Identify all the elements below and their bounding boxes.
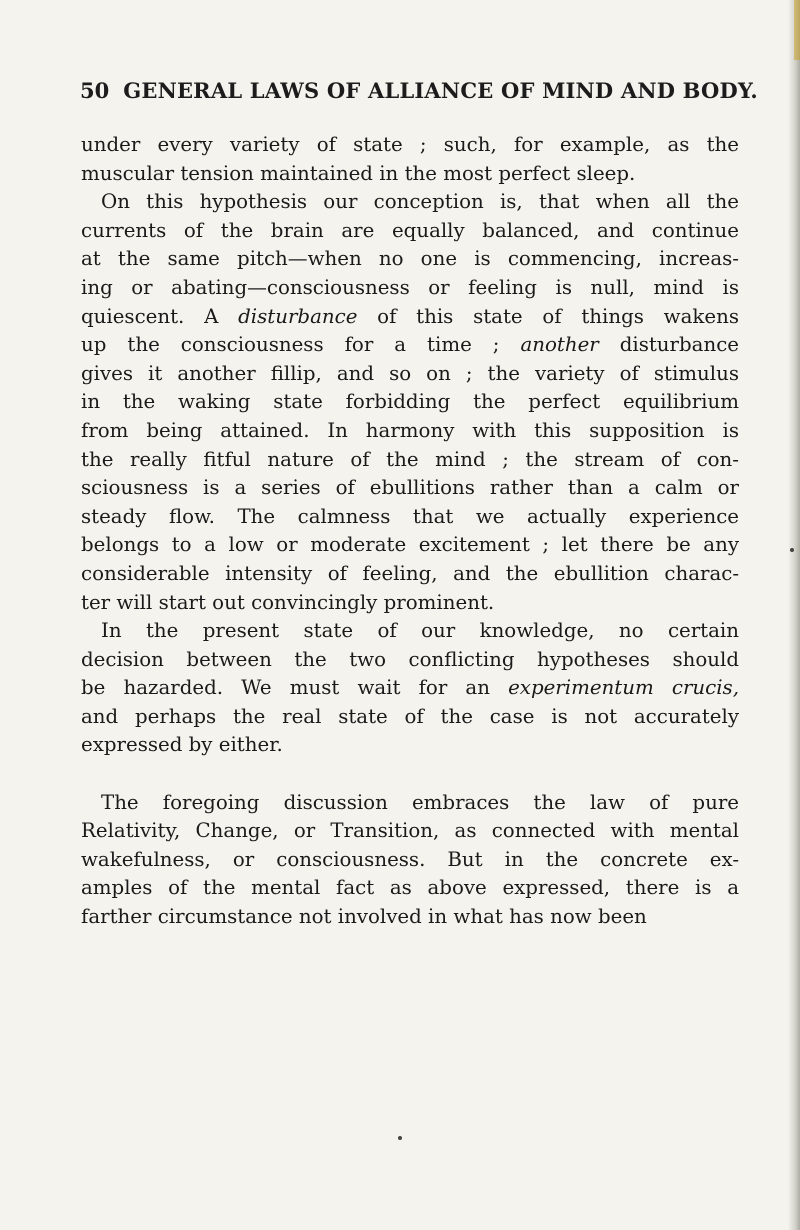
paragraph-1 xyxy=(81,131,739,188)
text-line: The foregoing discussion embraces the law of pure xyxy=(101,790,739,814)
paragraph-4 xyxy=(81,789,739,932)
margin-dot xyxy=(790,548,794,552)
text-line: and perhaps the real state of the case is not accurately xyxy=(81,704,739,728)
text-line: amples of the mental fact as above expressed, there is a xyxy=(81,876,739,900)
running-header xyxy=(80,78,758,108)
stray-dot xyxy=(398,1136,402,1140)
text-line: In the present state of our knowledge, no certain xyxy=(101,619,739,643)
text-line: farther circumstance not involved in what has now been xyxy=(81,905,647,929)
text-line: quiescent. A disturbance of this state of things wakens xyxy=(81,304,739,328)
text-line: decision between the two conflicting hypotheses should xyxy=(81,647,739,671)
paragraph-3 xyxy=(81,617,739,760)
text-line: up the consciousness for a time ; another disturbance xyxy=(81,333,739,357)
text-line: expressed by either. xyxy=(81,733,283,757)
body-text xyxy=(81,131,739,932)
text-line: On this hypothesis our conception is, that when all the xyxy=(101,190,739,214)
text-line: steady flow. The calmness that we actually experience xyxy=(81,504,739,528)
paragraph-2 xyxy=(81,188,739,617)
text-line: the really fitful nature of the mind ; the stream of con- xyxy=(81,447,739,471)
text-line: ing or abating—consciousness or feeling is null, mind is xyxy=(81,275,739,299)
text-line: considerable intensity of feeling, and the ebullition charac- xyxy=(81,561,739,585)
text-line: under every variety of state ; such, for example, as the xyxy=(81,133,739,156)
text-line: at the same pitch—when no one is commencing, increas- xyxy=(81,247,739,271)
text-line: ter will start out convincingly prominent. xyxy=(81,590,495,614)
page-number: 50 xyxy=(80,78,110,103)
page-edge-stain xyxy=(794,0,800,60)
text-line: muscular tension maintained in the most perfect sleep. xyxy=(81,161,636,185)
text-line: sciousness is a series of ebullitions rather than a calm or xyxy=(81,476,739,500)
text-line: from being attained. In harmony with this supposition is xyxy=(81,418,739,442)
text-line: be hazarded. We must wait for an experimentum crucis, xyxy=(81,676,739,700)
text-line: belongs to a low or moderate excitement ; let there be any xyxy=(81,533,739,557)
text-line: in the waking state forbidding the perfect equilibrium xyxy=(81,390,739,414)
italic-phrase: another xyxy=(520,333,599,357)
text-line: wakefulness, or consciousness. But in the concrete ex- xyxy=(81,847,739,871)
text-line: gives it another fillip, and so on ; the variety of stimulus xyxy=(81,361,739,385)
text-line: Relativity, Change, or Transition, as connected with mental xyxy=(81,819,739,843)
italic-phrase: experimentum crucis, xyxy=(508,676,739,700)
text-line: currents of the brain are equally balanced, and continue xyxy=(81,218,739,242)
page-edge-shadow xyxy=(788,0,800,1230)
running-title: GENERAL LAWS OF ALLIANCE OF MIND AND BODY. xyxy=(123,78,758,103)
italic-phrase: disturbance xyxy=(238,304,358,328)
